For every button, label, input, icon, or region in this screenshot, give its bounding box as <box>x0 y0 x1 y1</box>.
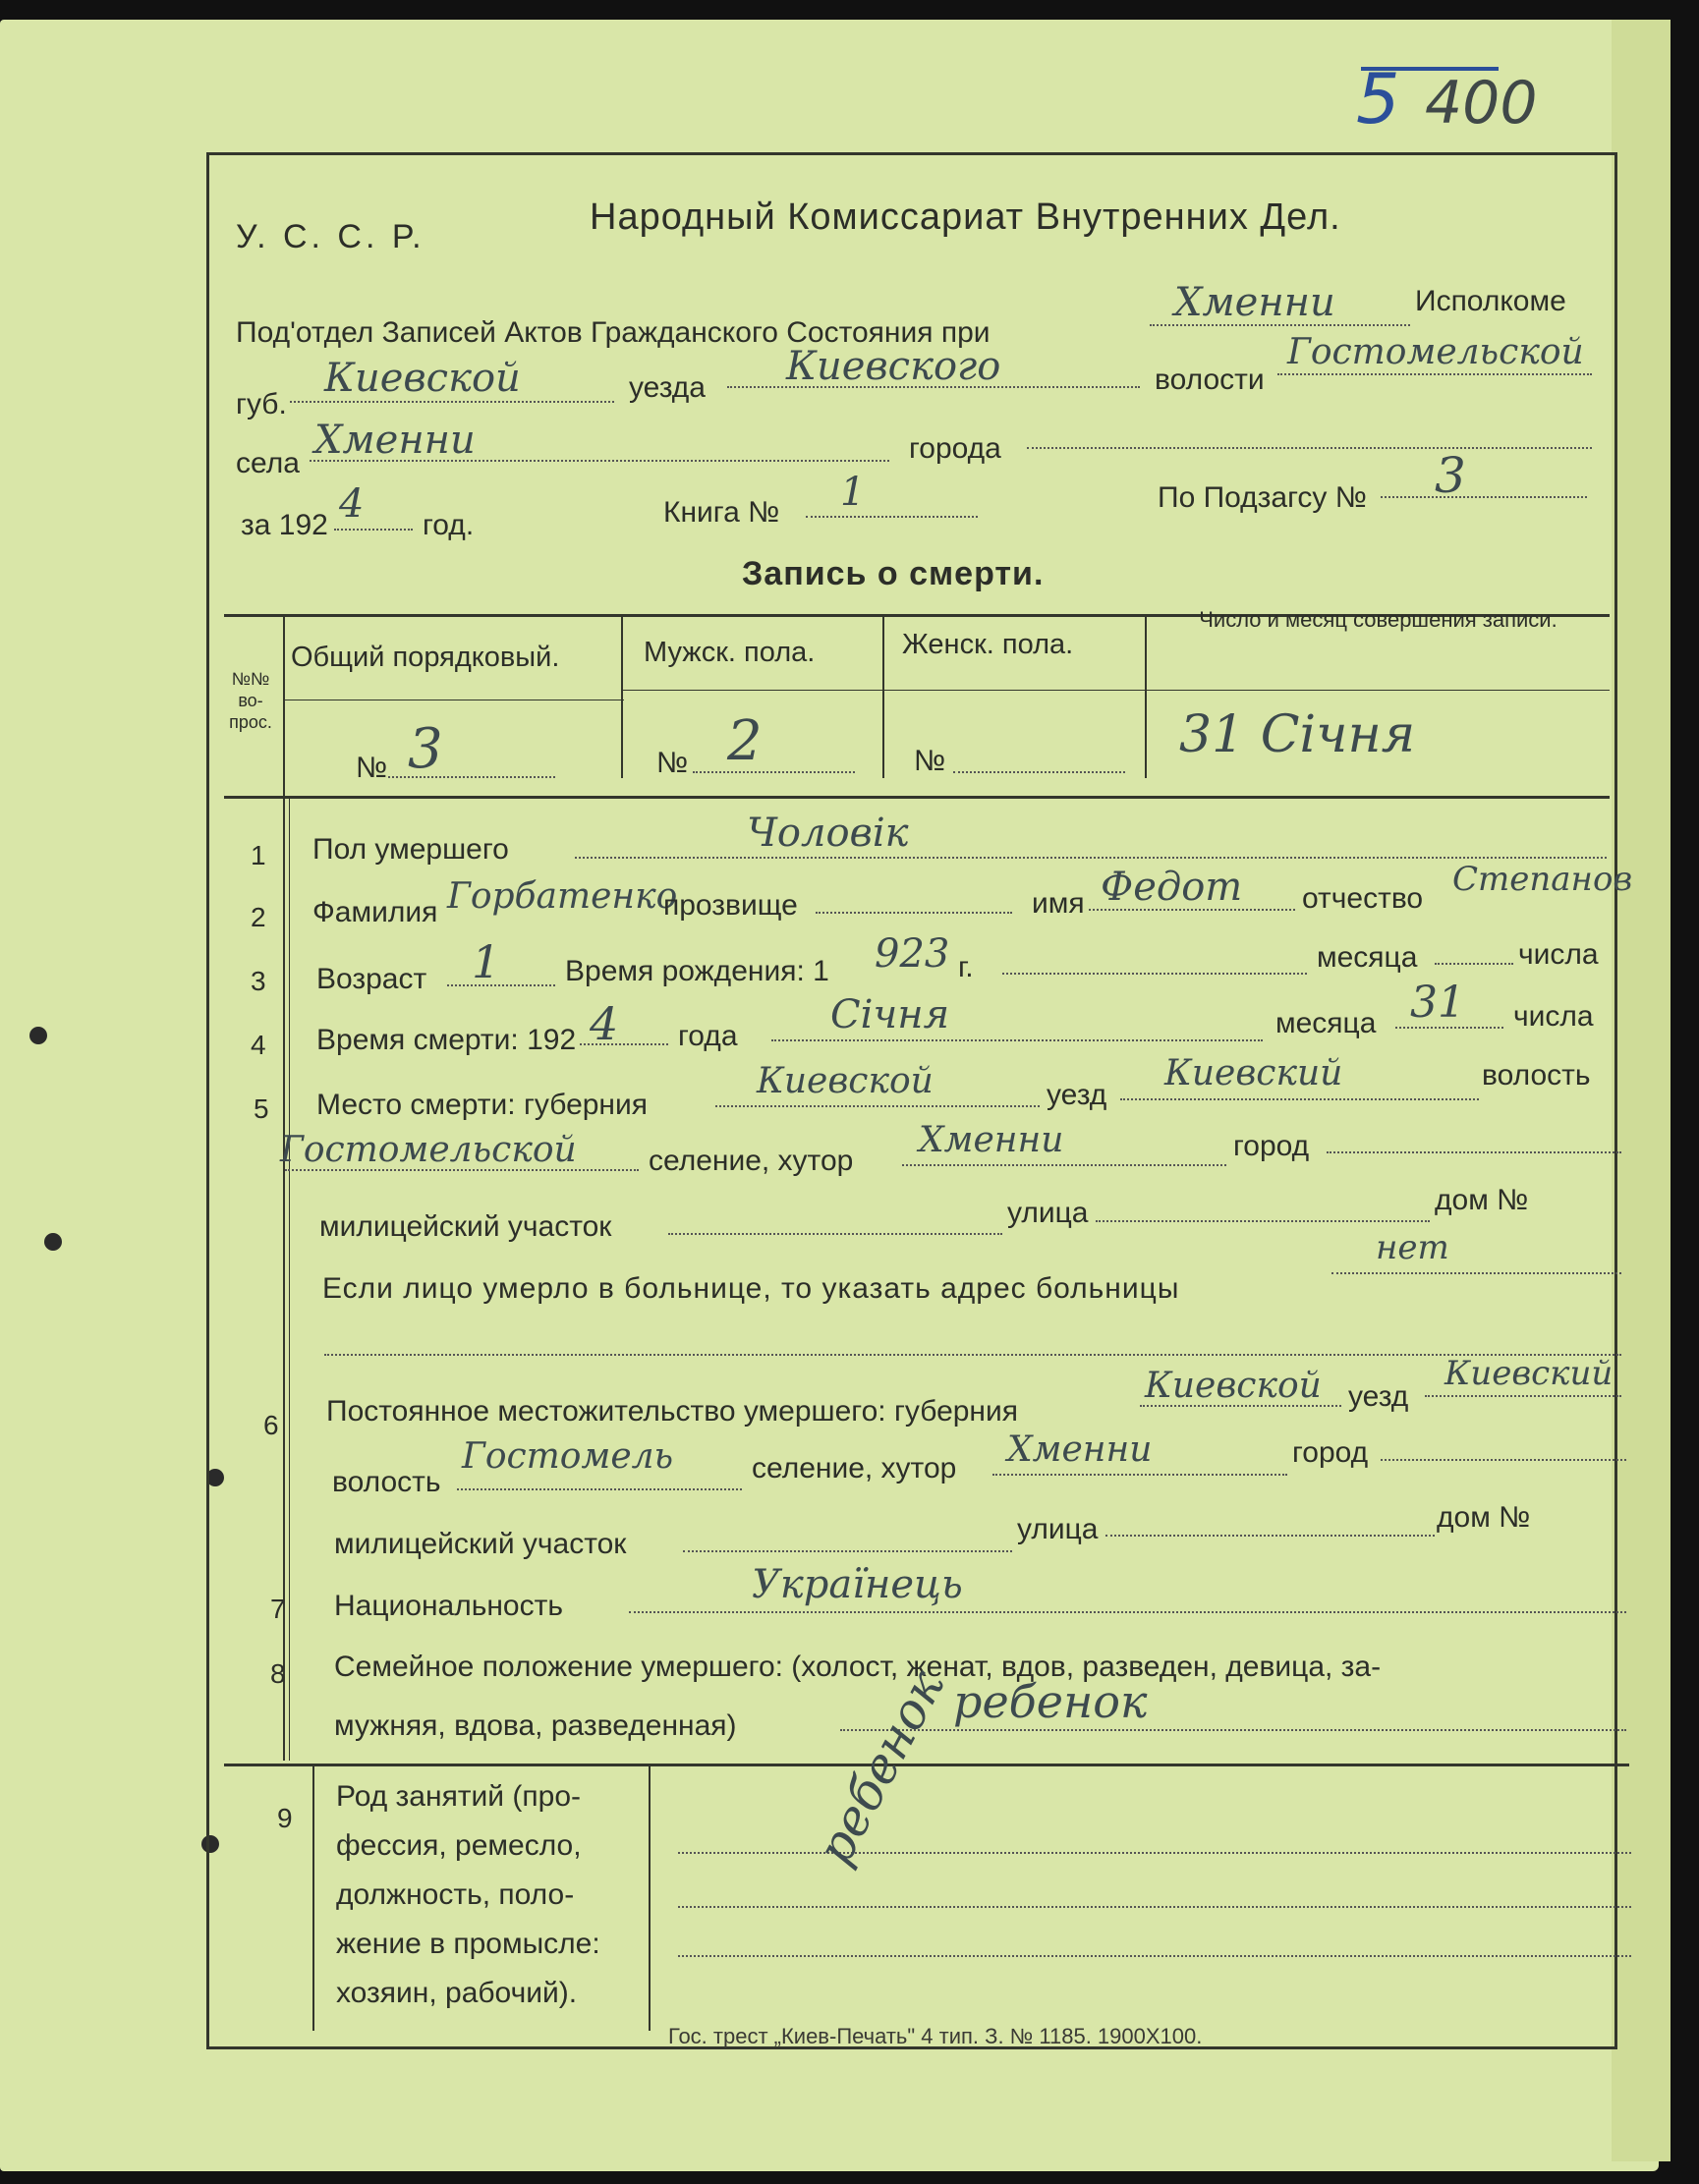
dotted-line <box>1435 963 1513 965</box>
dotted-line <box>1381 496 1587 498</box>
residence-label: Постоянное местожительство умершего: губерния <box>326 1395 1019 1428</box>
row-number: 5 <box>254 1093 269 1124</box>
dotted-line <box>771 1039 1263 1041</box>
no-label: № <box>356 752 388 784</box>
col-female-header: Женск. пола. <box>902 629 1074 660</box>
uezd-label: уезда <box>629 371 706 404</box>
place-gorod-label: город <box>1233 1130 1310 1162</box>
sex-value: Чоловік <box>747 811 909 856</box>
print-footer: Гос. трест „Киев-Печать" 4 тип. З. № 1185. 1900Х100. <box>668 2024 1203 2048</box>
table-rule <box>623 690 1610 691</box>
occupation-label-1: Род занятий (про- <box>336 1780 581 1813</box>
dotted-line <box>285 1169 639 1171</box>
gub-label: губ. <box>236 388 287 420</box>
nationality-value: Українець <box>752 1562 963 1607</box>
dotted-line <box>575 857 1607 859</box>
occupation-label-3: должность, поло- <box>336 1878 575 1911</box>
row-number: 3 <box>251 966 266 996</box>
death-month-label: месяца <box>1275 1007 1377 1039</box>
dotted-line <box>1027 447 1592 449</box>
dotted-line <box>678 1906 1631 1908</box>
dotted-line <box>334 529 413 531</box>
street-label: улица <box>1007 1197 1089 1229</box>
residence-selo: Хменни <box>1007 1429 1153 1470</box>
gub-value: Киевской <box>324 356 521 401</box>
col-male-header: Мужск. пола. <box>644 637 816 668</box>
dotted-line <box>683 1550 1012 1552</box>
volost-label: волости <box>1155 364 1265 396</box>
table-rule <box>1145 616 1147 778</box>
residence-street-label: улица <box>1017 1513 1099 1545</box>
row-rule <box>289 798 290 1761</box>
place-uezd: Киевский <box>1164 1053 1343 1093</box>
archive-number-black: 400 <box>1425 69 1538 138</box>
dotted-line <box>902 1164 1226 1166</box>
birth-day-label: числа <box>1518 938 1599 971</box>
dotted-line <box>953 771 1125 773</box>
birth-month-label: месяца <box>1317 941 1418 974</box>
dotted-line <box>580 1043 668 1045</box>
punch-hole <box>29 1027 47 1044</box>
death-month: Січня <box>830 992 950 1037</box>
gorod-label: города <box>909 432 1001 465</box>
row-rule <box>649 1765 651 2031</box>
patronymic-value: Степанов <box>1452 860 1633 899</box>
podzagsu-label: По Подзагсу № <box>1158 481 1367 514</box>
residence-uezd-label: уезд <box>1348 1380 1409 1413</box>
ussr-label: У. С. С. Р. <box>236 218 425 255</box>
row-number: 7 <box>270 1594 286 1624</box>
dotted-line <box>629 1611 1626 1613</box>
residence-gub: Киевской <box>1145 1366 1322 1406</box>
surname-label: Фамилия <box>312 896 438 928</box>
dotted-line <box>1120 1098 1479 1100</box>
dotted-line <box>388 776 555 778</box>
row-number: 9 <box>277 1803 293 1833</box>
death-label: Время смерти: 192 <box>316 1024 577 1056</box>
dotted-line <box>1425 1395 1621 1397</box>
paper-edge <box>1612 20 1671 2161</box>
dotted-line <box>1096 1220 1430 1222</box>
male-number: 2 <box>727 709 763 773</box>
za-label: за 192 <box>241 509 328 541</box>
family-status-label-1: Семейное положение умершего: (холост, женат, вдов, разведен, девица, за- <box>334 1651 1382 1683</box>
row-number: 8 <box>270 1658 286 1689</box>
hospital-value: нет <box>1376 1228 1449 1267</box>
place-volost: Гостомельской <box>280 1130 577 1170</box>
no-label: № <box>914 745 946 777</box>
place-selo: Хменни <box>919 1120 1064 1160</box>
dotted-line <box>290 401 614 403</box>
table-rule <box>283 616 285 798</box>
birth-g-label: г. <box>958 951 974 983</box>
no-label: № <box>656 747 689 779</box>
year-digit: 4 <box>339 481 365 527</box>
table-rule <box>882 616 884 778</box>
age-label: Возраст <box>316 963 427 995</box>
dotted-line <box>992 1474 1287 1476</box>
dotted-line <box>1381 1459 1626 1461</box>
row-number: 4 <box>251 1030 266 1060</box>
dotted-line <box>447 984 555 986</box>
record-date: 31 Січня <box>1179 705 1416 764</box>
occupation-label-4: жение в промысле: <box>336 1928 600 1960</box>
dotted-line <box>457 1488 742 1490</box>
row-rule <box>312 1765 314 2031</box>
row-rule <box>224 1764 1629 1766</box>
death-year-label: года <box>678 1020 738 1052</box>
dotted-line <box>840 1729 1626 1731</box>
dotted-line <box>324 1354 1621 1356</box>
nickname-label: прозвище <box>663 889 798 922</box>
name-value: Федот <box>1101 865 1243 910</box>
family-status-value: ребенок <box>953 1675 1148 1728</box>
office-at-value: Хменни <box>1174 280 1335 325</box>
patronymic-label: отчество <box>1302 882 1424 915</box>
god-label: год. <box>423 509 475 541</box>
table-rule <box>621 616 623 778</box>
dotted-line <box>1277 373 1592 375</box>
birth-label: Время рождения: 1 <box>565 955 829 987</box>
dotted-line <box>1002 973 1307 975</box>
hospital-label: Если лицо умерло в больнице, то указать адрес больницы <box>322 1272 1180 1305</box>
record-title: Запись о смерти. <box>742 555 1045 592</box>
residence-volost: Гостомель <box>462 1436 674 1477</box>
dotted-line <box>715 1105 1040 1107</box>
col-question-header: №№ во-прос. <box>229 669 272 732</box>
row-number: 2 <box>251 902 266 932</box>
col-date-header: Число и месяц совершения записи. <box>1199 607 1557 632</box>
occupation-label-2: фессия, ремесло, <box>336 1829 582 1862</box>
office-prefix: Под'отдел Записей Актов Гражданского Состояния при <box>236 316 991 349</box>
row-number: 1 <box>251 840 266 870</box>
punch-hole <box>44 1233 62 1251</box>
place-volost-label: волость <box>1482 1059 1591 1092</box>
residence-volost-label: волость <box>332 1466 441 1498</box>
residence-house-label: дом № <box>1437 1501 1531 1534</box>
surname-value: Горбатенко <box>447 876 678 917</box>
family-status-label-2: мужняя, вдова, разведенная) <box>334 1709 737 1742</box>
place-uezd-label: уезд <box>1047 1079 1107 1111</box>
kniga-value: 1 <box>840 470 866 515</box>
nationality-label: Национальность <box>334 1590 563 1622</box>
death-year: 4 <box>590 997 619 1050</box>
militia-label: милицейский участок <box>319 1210 612 1243</box>
residence-militia-label: милицейский участок <box>334 1528 627 1560</box>
commissariat-title: Народный Комиссариат Внутренних Дел. <box>590 196 1341 238</box>
podzagsu-value: 3 <box>1435 447 1466 504</box>
volost-value: Гостомельской <box>1287 332 1584 372</box>
occupation-value: ребенок <box>806 1660 955 1875</box>
kniga-label: Книга № <box>663 496 780 529</box>
general-number: 3 <box>408 717 443 781</box>
dotted-line <box>668 1233 1002 1235</box>
dotted-line <box>1327 1151 1621 1153</box>
birth-value: 923 <box>875 931 950 977</box>
residence-gorod-label: город <box>1292 1436 1369 1469</box>
residence-selo-label: селение, хутор <box>752 1452 957 1484</box>
sex-label: Пол умершего <box>312 833 509 866</box>
place-selo-label: селение, хутор <box>649 1145 854 1177</box>
uezd-value: Киевского <box>786 344 1001 389</box>
archive-number-blue: 5 <box>1356 59 1400 140</box>
dotted-line <box>1395 1027 1503 1029</box>
col-general-header: Общий порядковый. <box>291 642 560 673</box>
death-day: 31 <box>1410 978 1465 1028</box>
dotted-line <box>693 771 855 773</box>
age-value: 1 <box>472 935 501 988</box>
dotted-line <box>816 912 1012 914</box>
selo-value: Хменни <box>314 418 476 463</box>
selo-label: села <box>236 447 300 479</box>
archive-underline <box>1361 67 1499 71</box>
house-label: дом № <box>1435 1184 1529 1216</box>
death-day-label: числа <box>1513 1000 1594 1033</box>
place-label: Место смерти: губерния <box>316 1089 649 1121</box>
row-number: 6 <box>263 1410 279 1440</box>
dotted-line <box>1105 1535 1435 1537</box>
table-rule <box>224 796 1610 799</box>
dotted-line <box>678 1955 1631 1957</box>
name-label: имя <box>1032 887 1085 920</box>
dotted-line <box>1331 1272 1621 1274</box>
place-gub: Киевской <box>757 1061 934 1101</box>
office-suffix: Исполкоме <box>1415 285 1566 317</box>
occupation-label-5: хозяин, рабочий). <box>336 1977 578 2009</box>
dotted-line <box>806 516 978 518</box>
residence-uezd: Киевский <box>1444 1354 1614 1393</box>
